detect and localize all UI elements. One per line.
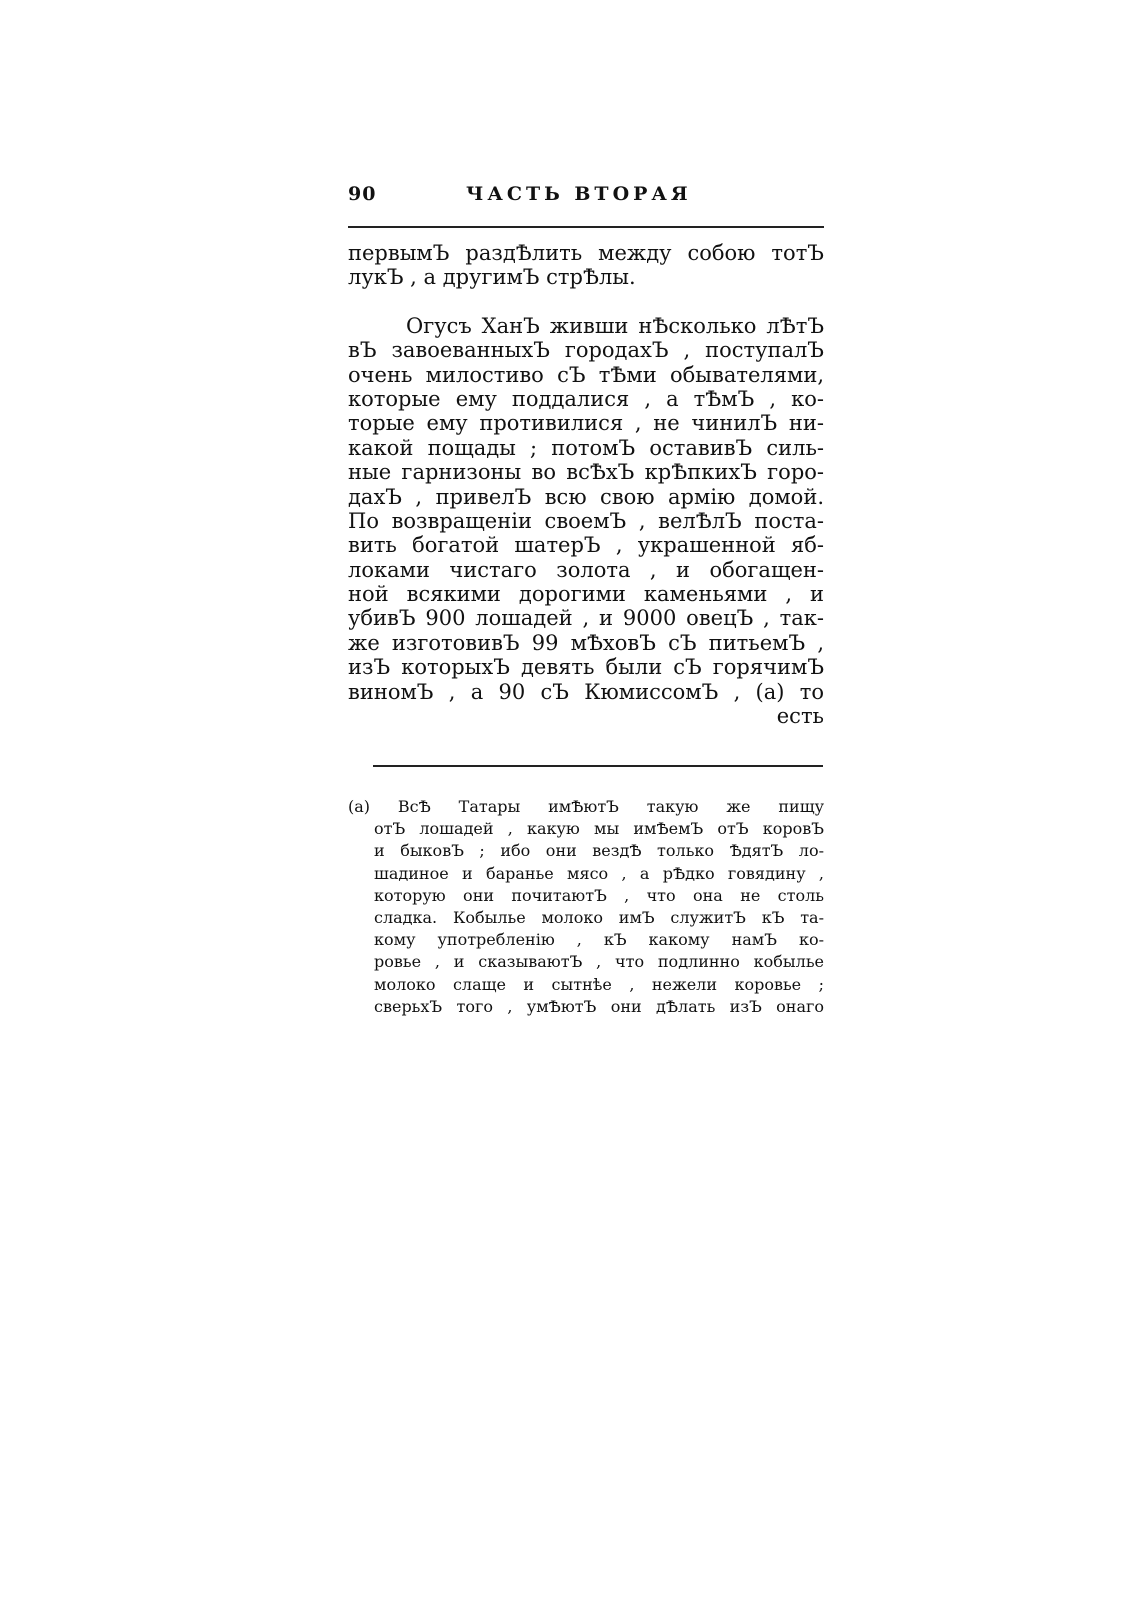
footnote-line: шадиное и баранье мясо , а рѢдко говядину , <box>374 863 824 883</box>
footnote-line: кому употребленію , кЪ какому намЪ ко- <box>374 930 824 950</box>
header-rule <box>348 226 824 228</box>
paragraph-gap <box>348 290 824 314</box>
footnote-line: которую они почитаютЪ , что она не столь <box>374 885 824 905</box>
text-line: какой пощады ; потомЪ оставивЪ силь- <box>348 435 824 460</box>
text-line: убивЪ 900 лошадей , и 9000 овецЪ , так- <box>348 606 824 631</box>
text-line: очень милостиво сЪ тѢми обывателями, <box>348 362 824 387</box>
text-line: ные гарнизоны во всѢхЪ крѢпкихЪ горо- <box>348 460 824 485</box>
text-line: которые ему поддалися , а тѢмЪ , ко- <box>348 386 824 411</box>
running-head: ЧАСТЬ ВТОРАЯ <box>466 183 692 205</box>
footnote-line: отЪ лошадей , какую мы имѢемЪ отЪ коровЪ <box>374 819 824 839</box>
footnote-rule <box>373 765 823 767</box>
text-line: Огусъ ХанЪ живши нѢсколько лѢтЪ <box>406 313 824 338</box>
text-line: По возвращеніи своемЪ , велѢлЪ поста- <box>348 508 824 533</box>
text-line: лукЪ , а другимЪ стрѢлы. <box>348 265 636 290</box>
main-text <box>348 241 824 728</box>
footnote <box>348 796 824 1018</box>
text-line: изЪ которыхЪ девять были сЪ горячимЪ <box>348 655 824 680</box>
page-header <box>348 183 824 213</box>
footnote-line: сладка. Кобылье молоко имЪ служитЪ кЪ та- <box>374 907 824 927</box>
text-line: же изготовивЪ 99 мѢховЪ сЪ питьемЪ , <box>348 630 824 655</box>
page-number: 90 <box>348 183 377 205</box>
text-line: вить богатой шатерЪ , украшенной яб- <box>348 533 824 558</box>
text-line: дахЪ , привелЪ всю свою армію домой. <box>348 484 824 509</box>
text-line: торые ему противилися , не чинилЪ ни- <box>348 411 824 436</box>
text-line: локами чистаго золота , и обогащен- <box>348 557 824 582</box>
footnote-line: молоко слаще и сытнѣе , нежели коровье ; <box>374 974 824 994</box>
text-line: ной всякими дорогими каменьями , и <box>348 582 824 607</box>
footnote-line: и быковЪ ; ибо они вездѢ только ѢдятЪ ло- <box>374 841 824 861</box>
footnote-line: ровье , и сказываютЪ , что подлинно кобылье <box>374 952 824 972</box>
text-line: виномЪ , а 90 сЪ КюмиссомЪ , (а) то <box>348 679 824 704</box>
catchword: есть <box>776 704 824 729</box>
footnote-line: (а) ВсѢ Татары имѢютЪ такую же пищу <box>348 797 824 816</box>
footnote-line: сверьхЪ того , умѢютЪ они дѢлать изЪ онаго <box>374 996 824 1016</box>
text-line: вЪ завоеванныхЪ городахЪ , поступалЪ <box>348 338 824 363</box>
text-line: первымЪ раздѢлить между собою тотЪ <box>348 241 824 265</box>
